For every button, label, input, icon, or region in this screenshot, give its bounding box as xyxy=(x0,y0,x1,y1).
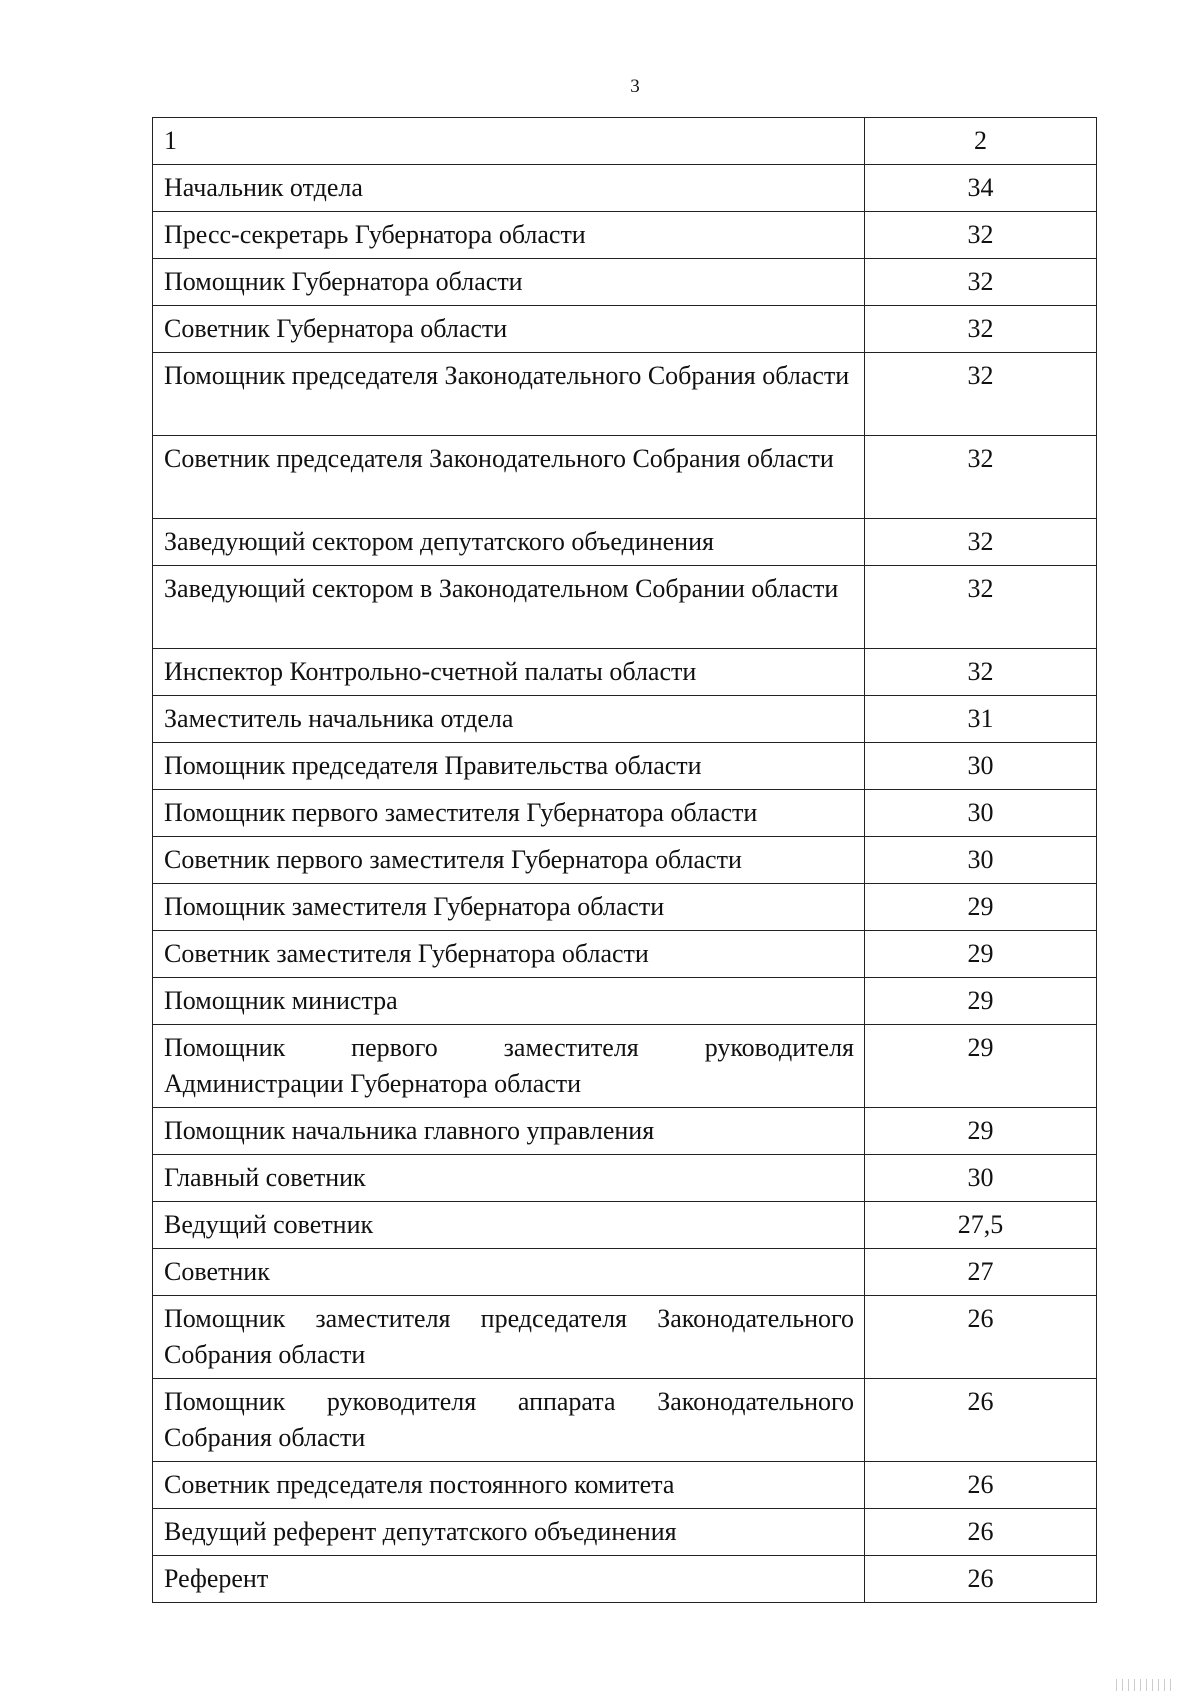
position-value-cell: 29 xyxy=(865,1108,1097,1155)
table-row xyxy=(153,1379,1097,1462)
position-name-cell: Ведущий референт депутатского объединения xyxy=(153,1509,865,1556)
position-name-cell: Заместитель начальника отдела xyxy=(153,696,865,743)
position-name-cell: Заведующий сектором в Законодательном Собрании области xyxy=(153,566,865,649)
table-row xyxy=(153,1556,1097,1603)
table-row xyxy=(153,1108,1097,1155)
table-row xyxy=(153,1025,1097,1108)
table-row xyxy=(153,978,1097,1025)
position-name-cell: Помощник начальника главного управления xyxy=(153,1108,865,1155)
table-row xyxy=(153,353,1097,436)
table-row xyxy=(153,837,1097,884)
positions-table xyxy=(152,117,1097,1603)
position-value-cell: 29 xyxy=(865,931,1097,978)
position-name-cell: Помощник заместителя председателя Законодательного Собрания области xyxy=(153,1296,865,1379)
position-name-cell: Помощник Губернатора области xyxy=(153,259,865,306)
position-name-cell: Советник Губернатора области xyxy=(153,306,865,353)
table-header-row xyxy=(153,118,1097,165)
position-name-cell: Помощник первого заместителя Губернатора области xyxy=(153,790,865,837)
position-name-cell: Помощник министра xyxy=(153,978,865,1025)
header-column-1: 1 xyxy=(153,118,865,165)
table-row xyxy=(153,1509,1097,1556)
table-row xyxy=(153,649,1097,696)
position-value-cell: 32 xyxy=(865,306,1097,353)
position-value-cell: 30 xyxy=(865,743,1097,790)
position-name-cell: Инспектор Контрольно-счетной палаты области xyxy=(153,649,865,696)
position-value-cell: 34 xyxy=(865,165,1097,212)
table-row xyxy=(153,165,1097,212)
table-row xyxy=(153,436,1097,519)
position-value-cell: 32 xyxy=(865,353,1097,436)
position-value-cell: 29 xyxy=(865,978,1097,1025)
position-value-cell: 30 xyxy=(865,1155,1097,1202)
position-value-cell: 32 xyxy=(865,566,1097,649)
table-row xyxy=(153,259,1097,306)
table-row xyxy=(153,212,1097,259)
table-row xyxy=(153,566,1097,649)
table-row xyxy=(153,884,1097,931)
position-value-cell: 26 xyxy=(865,1556,1097,1603)
position-value-cell: 27 xyxy=(865,1249,1097,1296)
position-value-cell: 27,5 xyxy=(865,1202,1097,1249)
position-value-cell: 26 xyxy=(865,1296,1097,1379)
position-value-cell: 32 xyxy=(865,436,1097,519)
scan-artifact xyxy=(1116,1679,1176,1691)
position-value-cell: 30 xyxy=(865,837,1097,884)
table-row xyxy=(153,1462,1097,1509)
table-row xyxy=(153,696,1097,743)
position-value-cell: 32 xyxy=(865,649,1097,696)
positions-table-body xyxy=(153,118,1097,1603)
position-value-cell: 26 xyxy=(865,1462,1097,1509)
table-row xyxy=(153,1202,1097,1249)
position-name-cell: Советник xyxy=(153,1249,865,1296)
position-name-cell: Начальник отдела xyxy=(153,165,865,212)
position-name-cell: Главный советник xyxy=(153,1155,865,1202)
position-name-cell: Советник председателя постоянного комитета xyxy=(153,1462,865,1509)
position-name-cell: Помощник руководителя аппарата Законодательного Собрания области xyxy=(153,1379,865,1462)
table-row xyxy=(153,931,1097,978)
position-value-cell: 29 xyxy=(865,1025,1097,1108)
page-number: 3 xyxy=(630,76,640,97)
position-name-cell: Ведущий советник xyxy=(153,1202,865,1249)
table-row xyxy=(153,1249,1097,1296)
position-name-cell: Заведующий сектором депутатского объединения xyxy=(153,519,865,566)
header-column-2: 2 xyxy=(865,118,1097,165)
position-value-cell: 30 xyxy=(865,790,1097,837)
position-name-cell: Советник заместителя Губернатора области xyxy=(153,931,865,978)
position-name-cell: Референт xyxy=(153,1556,865,1603)
position-value-cell: 32 xyxy=(865,212,1097,259)
table-row xyxy=(153,790,1097,837)
position-name-cell: Помощник первого заместителя руководителя Администрации Губернатора области xyxy=(153,1025,865,1108)
table-row xyxy=(153,1155,1097,1202)
table-row xyxy=(153,519,1097,566)
position-name-cell: Помощник председателя Законодательного Собрания области xyxy=(153,353,865,436)
position-value-cell: 29 xyxy=(865,884,1097,931)
position-name-cell: Помощник председателя Правительства области xyxy=(153,743,865,790)
table-row xyxy=(153,1296,1097,1379)
position-name-cell: Пресс-секретарь Губернатора области xyxy=(153,212,865,259)
position-value-cell: 31 xyxy=(865,696,1097,743)
table-row xyxy=(153,743,1097,790)
position-value-cell: 32 xyxy=(865,519,1097,566)
position-name-cell: Советник председателя Законодательного Собрания области xyxy=(153,436,865,519)
table-row xyxy=(153,306,1097,353)
position-name-cell: Советник первого заместителя Губернатора области xyxy=(153,837,865,884)
position-value-cell: 26 xyxy=(865,1509,1097,1556)
position-name-cell: Помощник заместителя Губернатора области xyxy=(153,884,865,931)
position-value-cell: 32 xyxy=(865,259,1097,306)
position-value-cell: 26 xyxy=(865,1379,1097,1462)
